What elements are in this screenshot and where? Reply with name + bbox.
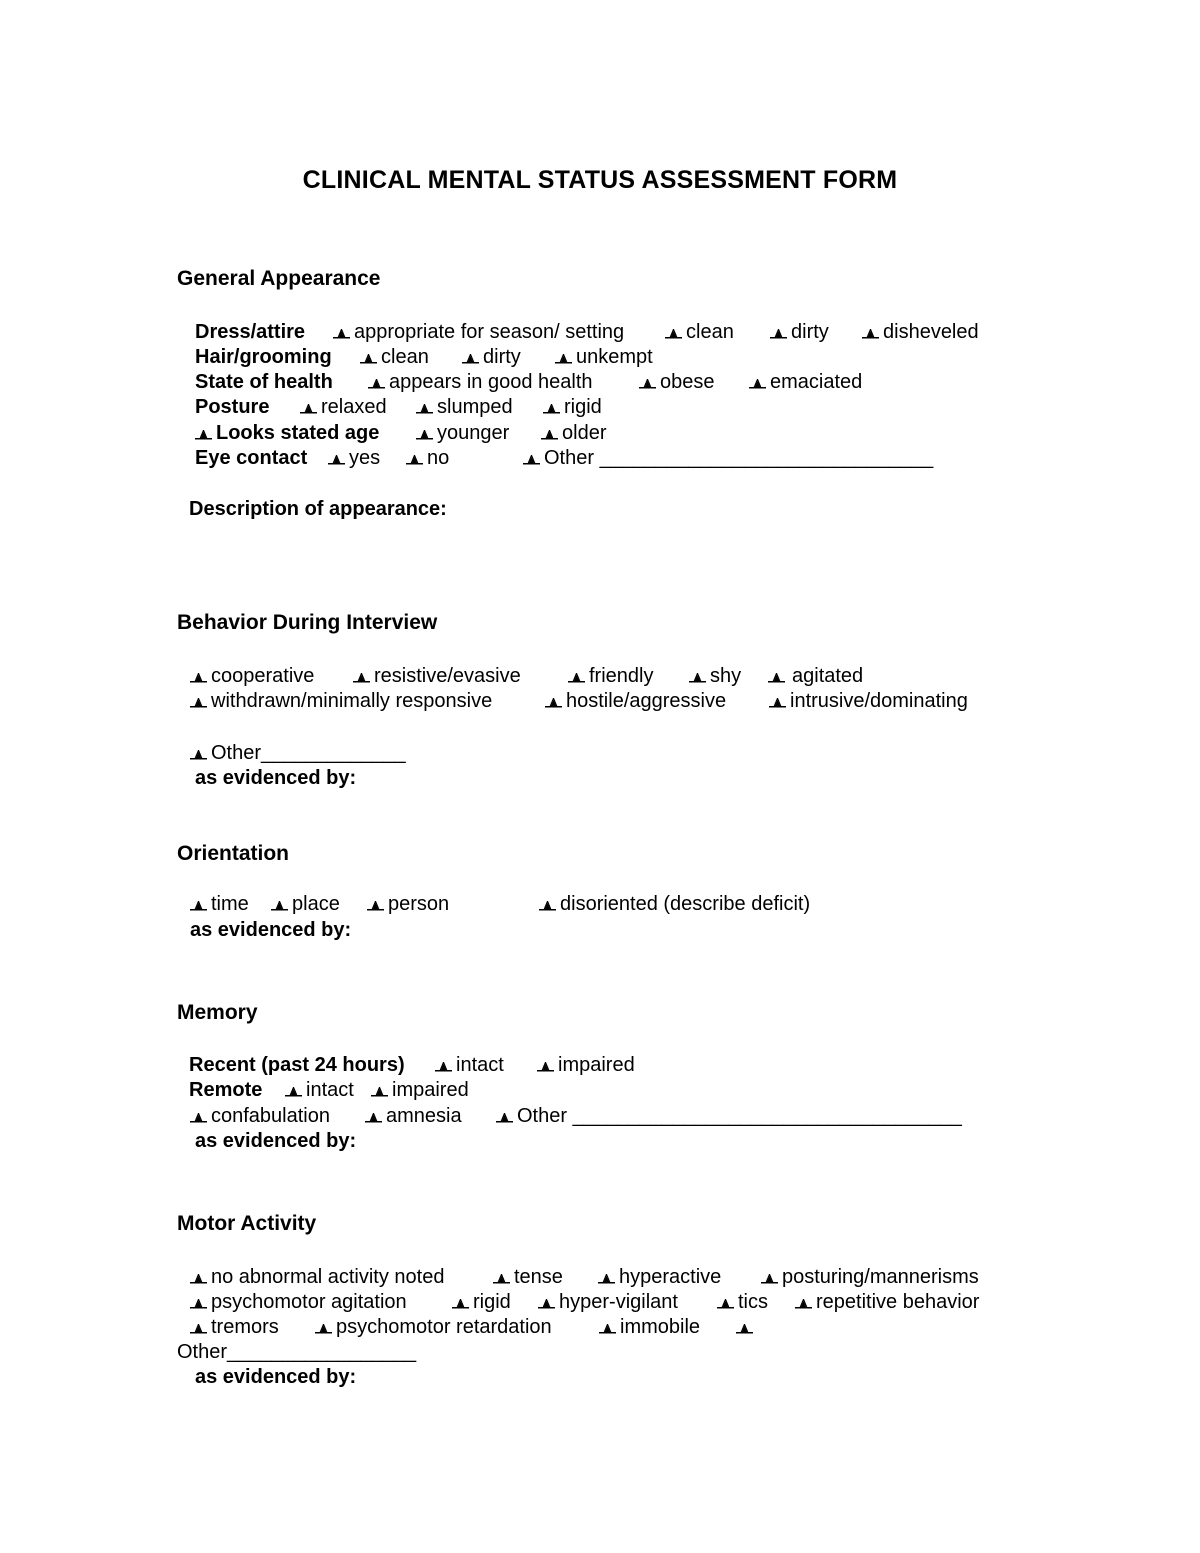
orientation-option-person[interactable]: person — [367, 892, 539, 917]
checkbox-icon[interactable] — [190, 673, 207, 683]
section-heading-memory: Memory — [177, 1001, 258, 1024]
motor-option-tense[interactable]: tense — [493, 1265, 598, 1290]
checkbox-icon[interactable] — [496, 1113, 513, 1123]
posture-option-relaxed[interactable]: relaxed — [300, 395, 416, 420]
memory-evidenced-label: as evidenced by: — [195, 1130, 357, 1152]
age-option-older[interactable]: older — [541, 421, 606, 446]
dress-option-disheveled[interactable]: disheveled — [862, 320, 979, 345]
motor-option-repetitive[interactable]: repetitive behavior — [795, 1290, 979, 1315]
checkbox-icon[interactable] — [545, 698, 562, 708]
motor-option-psychomotor-agitation[interactable]: psychomotor agitation — [190, 1290, 452, 1315]
behavior-option-agitated[interactable]: agitated — [768, 664, 863, 689]
eye-label: Eye contact — [195, 447, 308, 469]
checkbox-icon[interactable] — [665, 329, 682, 339]
behavior-option-cooperative[interactable]: cooperative — [190, 664, 353, 689]
motor-option-tics[interactable]: tics — [717, 1290, 795, 1315]
checkbox-icon[interactable] — [406, 455, 423, 465]
checkbox-icon[interactable] — [598, 1274, 615, 1284]
health-option-emaciated[interactable]: emaciated — [749, 370, 862, 395]
behavior-row-2 — [190, 689, 968, 714]
motor-row-2 — [190, 1290, 979, 1315]
checkbox-icon[interactable] — [599, 1324, 616, 1334]
checkbox-icon[interactable] — [315, 1324, 332, 1334]
memory-remote-intact[interactable]: intact — [285, 1078, 371, 1103]
posture-row — [195, 395, 602, 420]
eye-option-no[interactable]: no — [406, 446, 523, 471]
memory-remote-row — [189, 1078, 469, 1103]
posture-option-rigid[interactable]: rigid — [543, 395, 602, 420]
orientation-row — [190, 892, 810, 917]
checkbox-icon[interactable] — [568, 673, 585, 683]
checkbox-icon[interactable] — [368, 379, 385, 389]
behavior-option-resistive[interactable]: resistive/evasive — [353, 664, 568, 689]
motor-option-no-abnormal[interactable]: no abnormal activity noted — [190, 1265, 493, 1290]
age-option-stated[interactable] — [195, 421, 416, 446]
behavior-row-1 — [190, 664, 863, 689]
hair-row — [195, 345, 653, 370]
motor-evidenced-label: as evidenced by: — [195, 1366, 357, 1388]
checkbox-icon[interactable] — [328, 455, 345, 465]
motor-other-row — [177, 1340, 416, 1365]
checkbox-icon[interactable] — [371, 1087, 388, 1097]
checkbox-icon[interactable] — [416, 404, 433, 414]
memory-recent-row — [189, 1053, 635, 1078]
motor-option-tremors[interactable]: tremors — [190, 1315, 315, 1340]
checkbox-icon[interactable] — [768, 673, 785, 683]
section-heading-motor: Motor Activity — [177, 1212, 317, 1235]
checkbox-icon[interactable] — [639, 379, 656, 389]
behavior-option-intrusive[interactable]: intrusive/dominating — [769, 689, 968, 714]
checkbox-icon[interactable] — [190, 901, 207, 911]
checkbox-icon[interactable] — [538, 1299, 555, 1309]
age-option-younger[interactable]: younger — [416, 421, 541, 446]
checkbox-icon[interactable] — [190, 750, 207, 760]
memory-row-3 — [190, 1104, 962, 1129]
checkbox-icon[interactable] — [435, 1062, 452, 1072]
behavior-option-friendly[interactable]: friendly — [568, 664, 689, 689]
checkbox-icon[interactable] — [541, 430, 558, 440]
memory-option-amnesia[interactable]: amnesia — [365, 1104, 496, 1129]
orientation-option-time[interactable]: time — [190, 892, 271, 917]
memory-option-other[interactable]: Other ___________________________________ — [496, 1104, 962, 1129]
memory-recent-label: Recent (past 24 hours) — [189, 1054, 405, 1076]
motor-option-rigid[interactable]: rigid — [452, 1290, 538, 1315]
motor-row-3 — [190, 1315, 757, 1340]
checkbox-icon[interactable] — [271, 901, 288, 911]
checkbox-icon[interactable] — [543, 404, 560, 414]
page-title: CLINICAL MENTAL STATUS ASSESSMENT FORM — [302, 166, 898, 194]
hair-option-clean[interactable]: clean — [360, 345, 462, 370]
behavior-other-row — [190, 741, 406, 766]
hair-option-dirty[interactable]: dirty — [462, 345, 555, 370]
checkbox-icon[interactable] — [493, 1274, 510, 1284]
behavior-option-other[interactable]: Other_____________ — [190, 741, 406, 766]
motor-row-1 — [190, 1265, 979, 1290]
checkbox-icon[interactable] — [285, 1087, 302, 1097]
checkbox-icon[interactable] — [416, 430, 433, 440]
eye-option-other[interactable]: Other ______________________________ — [523, 446, 933, 471]
eye-option-yes[interactable]: yes — [328, 446, 406, 471]
checkbox-icon[interactable] — [190, 1113, 207, 1123]
checkbox-icon[interactable] — [367, 901, 384, 911]
checkbox-icon[interactable] — [537, 1062, 554, 1072]
checkbox-icon[interactable] — [190, 1299, 207, 1309]
checkbox-icon[interactable] — [736, 1324, 753, 1334]
health-option-good[interactable]: appears in good health — [368, 370, 639, 395]
orientation-option-place[interactable]: place — [271, 892, 367, 917]
checkbox-icon[interactable] — [462, 354, 479, 364]
motor-option-hyper-vigilant[interactable]: hyper-vigilant — [538, 1290, 717, 1315]
posture-label: Posture — [195, 396, 270, 418]
checkbox-icon[interactable] — [555, 354, 572, 364]
checkbox-icon[interactable] — [360, 354, 377, 364]
memory-remote-label: Remote — [189, 1079, 263, 1101]
health-label: State of health — [195, 371, 333, 393]
section-heading-behavior: Behavior During Interview — [177, 611, 438, 634]
checkbox-icon[interactable] — [770, 329, 787, 339]
checkbox-icon[interactable] — [539, 901, 556, 911]
posture-option-slumped[interactable]: slumped — [416, 395, 543, 420]
checkbox-icon[interactable] — [452, 1299, 469, 1309]
description-label: Description of appearance: — [189, 498, 447, 520]
motor-option-posturing[interactable]: posturing/mannerisms — [761, 1265, 979, 1290]
dress-option-dirty[interactable]: dirty — [770, 320, 862, 345]
motor-option-psychomotor-retardation[interactable]: psychomotor retardation — [315, 1315, 599, 1340]
behavior-option-withdrawn[interactable]: withdrawn/minimally responsive — [190, 689, 545, 714]
motor-option-hyperactive[interactable]: hyperactive — [598, 1265, 761, 1290]
behavior-evidenced-label: as evidenced by: — [195, 767, 357, 789]
dress-label: Dress/attire — [195, 321, 306, 343]
behavior-option-hostile[interactable]: hostile/aggressive — [545, 689, 769, 714]
checkbox-icon[interactable] — [190, 1274, 207, 1284]
orientation-evidenced-label: as evidenced by: — [190, 919, 352, 941]
checkbox-icon[interactable] — [195, 430, 212, 440]
motor-other-text[interactable]: Other_________________ — [177, 1341, 417, 1363]
memory-option-confabulation[interactable]: confabulation — [190, 1104, 365, 1129]
memory-recent-impaired[interactable]: impaired — [537, 1053, 635, 1078]
behavior-option-shy[interactable]: shy — [689, 664, 768, 689]
checkbox-icon[interactable] — [689, 673, 706, 683]
checkbox-icon[interactable] — [862, 329, 879, 339]
checkbox-icon[interactable] — [190, 1324, 207, 1334]
checkbox-icon[interactable] — [365, 1113, 382, 1123]
checkbox-icon[interactable] — [333, 329, 350, 339]
hair-label: Hair/grooming — [195, 346, 332, 368]
checkbox-icon[interactable] — [523, 455, 540, 465]
dress-option-appropriate[interactable]: appropriate for season/ setting — [333, 320, 665, 345]
section-heading-orientation: Orientation — [177, 842, 290, 865]
age-row — [195, 421, 606, 446]
checkbox-icon[interactable] — [190, 698, 207, 708]
motor-option-immobile[interactable]: immobile — [599, 1315, 736, 1340]
health-option-obese[interactable]: obese — [639, 370, 749, 395]
section-heading-general-appearance: General Appearance — [177, 267, 381, 290]
hair-option-unkempt[interactable]: unkempt — [555, 345, 653, 370]
age-label: Looks stated age — [216, 422, 380, 444]
checkbox-icon[interactable] — [300, 404, 317, 414]
orientation-option-disoriented[interactable]: disoriented (describe deficit) — [539, 892, 810, 917]
checkbox-icon[interactable] — [749, 379, 766, 389]
memory-recent-intact[interactable]: intact — [435, 1053, 537, 1078]
eye-row — [195, 446, 933, 471]
checkbox-icon[interactable] — [761, 1274, 778, 1284]
checkbox-icon[interactable] — [769, 698, 786, 708]
checkbox-icon[interactable] — [795, 1299, 812, 1309]
dress-option-clean[interactable]: clean — [665, 320, 770, 345]
dress-row — [195, 320, 979, 345]
checkbox-icon[interactable] — [353, 673, 370, 683]
checkbox-icon[interactable] — [717, 1299, 734, 1309]
memory-remote-impaired[interactable]: impaired — [371, 1078, 469, 1103]
health-row — [195, 370, 862, 395]
motor-option-other-checkbox[interactable] — [736, 1315, 757, 1340]
